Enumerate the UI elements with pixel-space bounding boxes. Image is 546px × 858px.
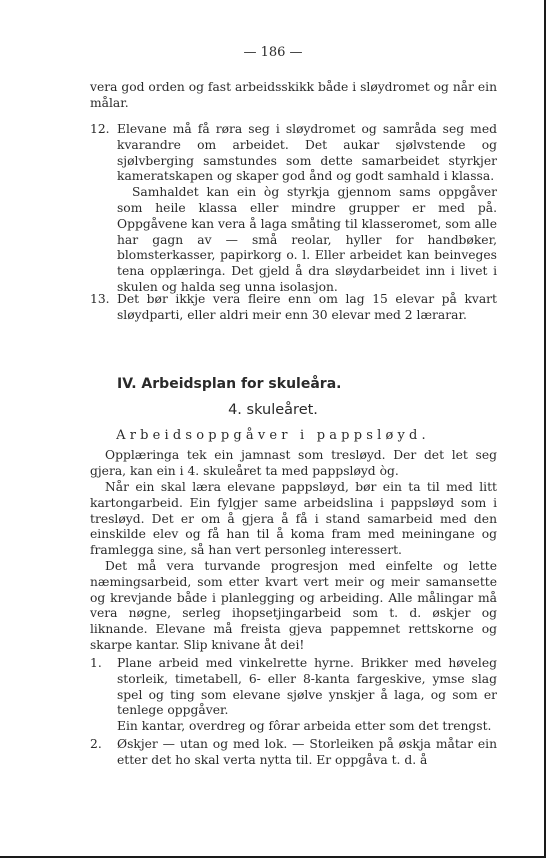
list-item-1	[90, 656, 497, 735]
list-item-2	[90, 737, 497, 769]
list-item-12	[90, 122, 497, 296]
list-item-13	[90, 292, 497, 324]
section-paragraph-1: Opplæringa tek ein jamnast som tresløyd. Der det let seg gjera, kan ein i 4. skuleåret ta med pappsløyd òg.	[90, 448, 497, 478]
section-heading: IV. Arbeidsplan for skuleåra.	[117, 376, 342, 392]
item-number: 13.	[90, 292, 110, 306]
item-number: 1.	[90, 656, 102, 670]
spaced-title: Arbeidsoppgåver i pappsløyd.	[116, 428, 430, 443]
section-paragraph-3: Det må vera turvande progresjon med einfelte og lette næmingsarbeid, som etter kvart vert meir og meir samansette og krevjande både i planlegging og arbeiding. Alle målingar må vera nøgne, serleg ihopsetjingarbeid som t. d. øskjer og liknande. Elevane må freista gjeva pappemnet rettskorne og skarpe kantar. Slip knivane åt dei!	[90, 559, 497, 652]
section-subheading: 4. skuleåret.	[228, 402, 318, 418]
list-item-1-text-2: Ein kantar, overdreg og fôrar arbeida etter som det trengst.	[117, 719, 492, 734]
item-12-paragraph-1: Elevane må få røra seg i sløydromet og samråda seg med kvarandre om arbeidet. Det aukar sjølvstende og sjølvberging samstundes som dette samarbeidet styrkjer kameratskapen og skaper god ånd og godt samhald i klassa.	[117, 122, 497, 184]
item-number: 12.	[90, 122, 110, 136]
item-12-paragraph-2: Samhaldet kan ein òg styrkja gjennom sams oppgåver som heile klassa eller mindre grupper er med på. Oppgåvene kan vera å laga småting til klasseromet, som alle har gagn av — små reolar, hyller for handbøker, blomsterkasser, papirkorg o. l. Eller arbeidet kan beinveges tena opplæringa. Det gjeld å dra sløydarbeidet inn i livet i skulen og halda seg unna isolasjon.	[117, 185, 497, 294]
page-number: — 186 —	[243, 45, 303, 60]
item-number: 2.	[90, 737, 102, 751]
intro-continuation: vera god orden og fast arbeidsskikk både i sløydromet og når ein målar.	[90, 80, 497, 110]
item-13-text: Det bør ikkje vera fleire enn om lag 15 elevar på kvart sløydparti, eller aldri meir enn 30 elevar med 2 lærarar.	[117, 292, 497, 322]
section-paragraph-2: Når ein skal læra elevane pappsløyd, bør ein ta til med litt kartongarbeid. Ein fylgjer same arbeidslina i pappsløyd som i tresløyd. Det er om å gjera å få i stand samarbeid med den einskilde elev og få han til å koma fram med meiningane og framlegga sine, så han vert personleg interessert.	[90, 480, 497, 558]
list-item-1-text: Plane arbeid med vinkelrette hyrne. Brikker med høveleg storleik, timetabell, 6- eller 8-kanta fargeskive, ymse slag spel og ting som elevane sjølve ynskjer å laga, og som er tenlege oppgåver.	[117, 656, 497, 718]
list-item-2-text: Øskjer — utan og med lok. — Storleiken på øskja måtar ein etter det ho skal verta nytta til. Er oppgåva t. d. å	[117, 737, 497, 767]
